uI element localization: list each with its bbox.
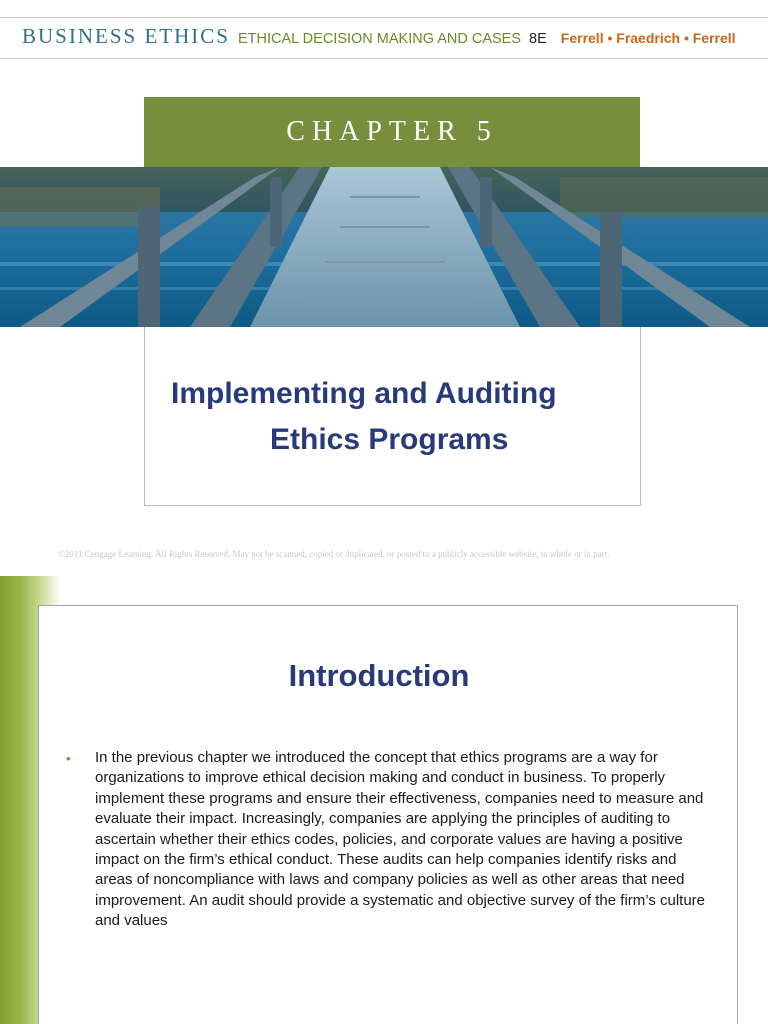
chapter-label: CHAPTER 5: [286, 116, 498, 147]
chapter-title-line2: Ethics Programs: [270, 423, 509, 456]
book-subtitle: ETHICAL DECISION MAKING AND CASES: [237, 31, 522, 47]
header-divider-top: [0, 17, 768, 18]
book-brand: BUSINESS ETHICS: [22, 24, 230, 48]
book-authors: Ferrell • Fraedrich • Ferrell: [560, 30, 736, 46]
book-edition: 8E: [529, 31, 547, 47]
bridge-image: [0, 167, 768, 327]
introduction-slide: [0, 576, 768, 1024]
chapter-title-box: [144, 327, 641, 506]
copyright-notice: ©2011 Cengage Learning. All Rights Reserved. May not be scanned, copied or duplicated, or posted to a publicly accessible website, in whole or in part.: [58, 549, 610, 559]
bullet-icon: •: [66, 751, 71, 766]
header-divider-bottom: [0, 58, 768, 59]
chapter-title-line1: Implementing and Auditing: [171, 377, 557, 410]
chapter-band: [144, 97, 640, 167]
slide-title: Introduction: [288, 658, 470, 693]
book-header: [22, 24, 736, 54]
content-box: [38, 605, 738, 1024]
bridge-photo: [0, 167, 768, 327]
body-paragraph: In the previous chapter we introduced the concept that ethics programs are a way for organizations to improve ethical decision making and conduct in business. To properly implement these programs and ensure their effectiveness, companies need to measure and evaluate their impact. Increasingly, companies are applying the principles of auditing to ascertain whether their ethics codes, policies, and corporate values are having a positive impact on the firm’s ethical conduct. These audits can help companies identify risks and areas of noncompliance with laws and company policies as well as other areas that need improvement. An audit should provide a systematic and objective survey of the firm’s culture and values: [95, 749, 706, 930]
